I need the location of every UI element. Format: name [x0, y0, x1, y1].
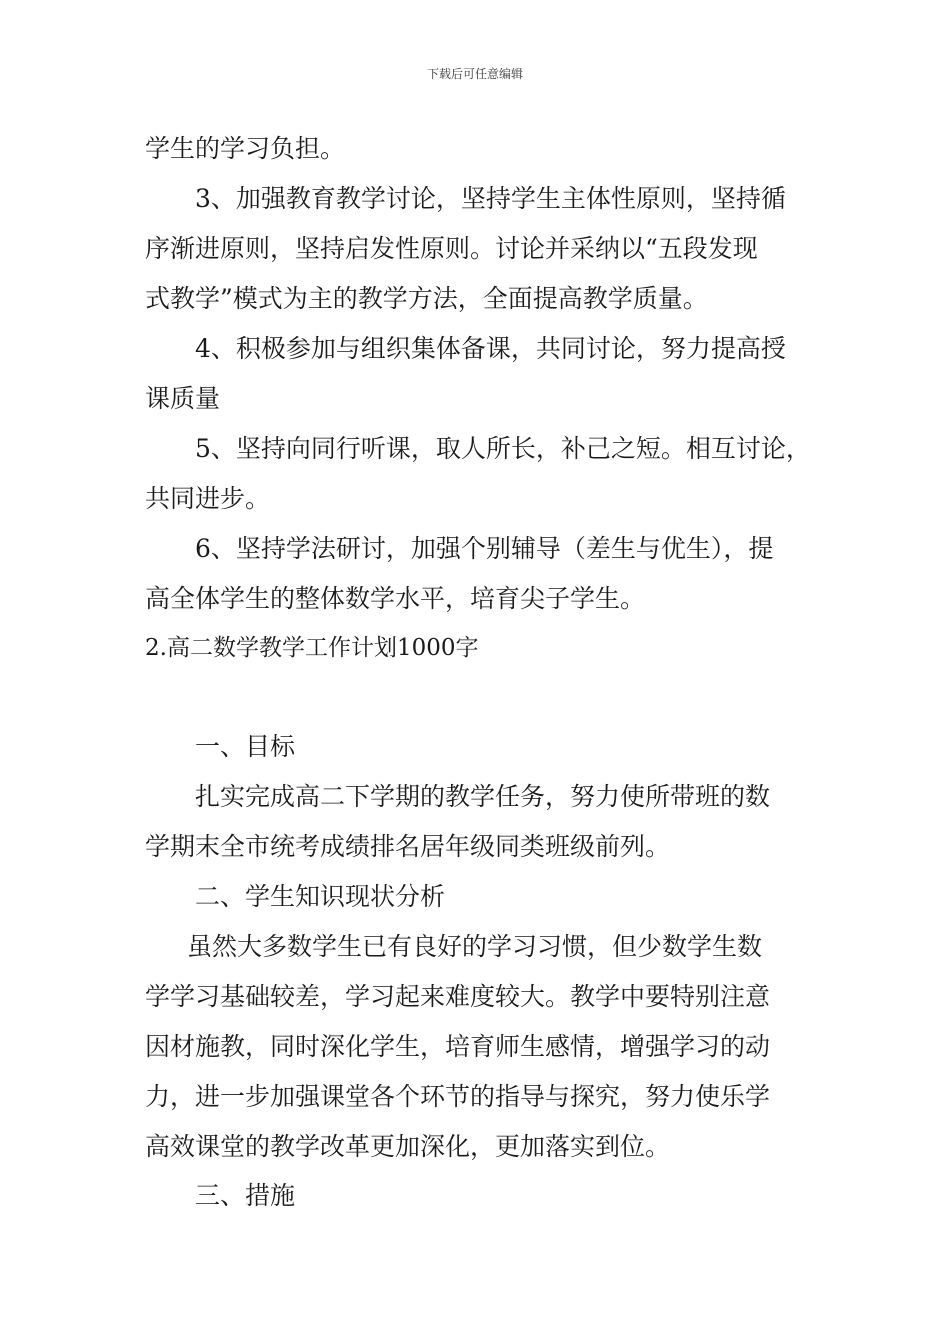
text-line: 高全体学生的整体数学水平，培育尖子学生。 [145, 584, 646, 613]
text-line: 序渐进原则，坚持启发性原则。讨论并采纳以“五段发现 [145, 234, 758, 263]
text-line: 扎实完成高二下学期的教学任务，努力使所带班的数 [195, 782, 771, 811]
text-line: 课质量 [145, 384, 221, 413]
text-line: 5、坚持向同行听课，取人所长，补己之短。相互讨论， [195, 434, 811, 463]
text-line: 因材施教，同时深化学生，培育师生感情，增强学习的动 [145, 1032, 771, 1061]
text-line: 4、积极参加与组织集体备课，共同讨论，努力提高授 [195, 334, 786, 363]
text-line: 共同进步。 [145, 484, 271, 513]
section-heading: 一、目标 [195, 732, 296, 761]
text-line: 学生的学习负担。 [145, 134, 346, 163]
text-line: 虽然大多数学生已有良好的学习习惯，但少数学生数 [187, 932, 763, 961]
page-header: 下载后可任意编辑 [426, 67, 523, 81]
text-line: 式教学”模式为主的教学方法，全面提高教学质量。 [145, 284, 708, 313]
text-line: 学期末全市统考成绩排名居年级同类班级前列。 [145, 832, 671, 861]
section-heading: 三、措施 [195, 1181, 296, 1210]
text-line: 6、坚持学法研讨，加强个别辅导（差生与优生），提 [195, 534, 774, 563]
section-heading: 二、学生知识现状分析 [195, 882, 446, 911]
text-line: 3、加强教育教学讨论，坚持学生主体性原则，坚持循 [195, 184, 786, 213]
text-line: 学学习基础较差，学习起来难度较大。教学中要特别注意 [145, 982, 771, 1011]
section-heading: 2.高二数学教学工作计划1000字 [145, 635, 479, 661]
text-line: 力，进一步加强课堂各个环节的指导与探究，努力使乐学 [145, 1082, 771, 1111]
text-line: 高效课堂的教学改革更加深化，更加落实到位。 [145, 1132, 671, 1161]
